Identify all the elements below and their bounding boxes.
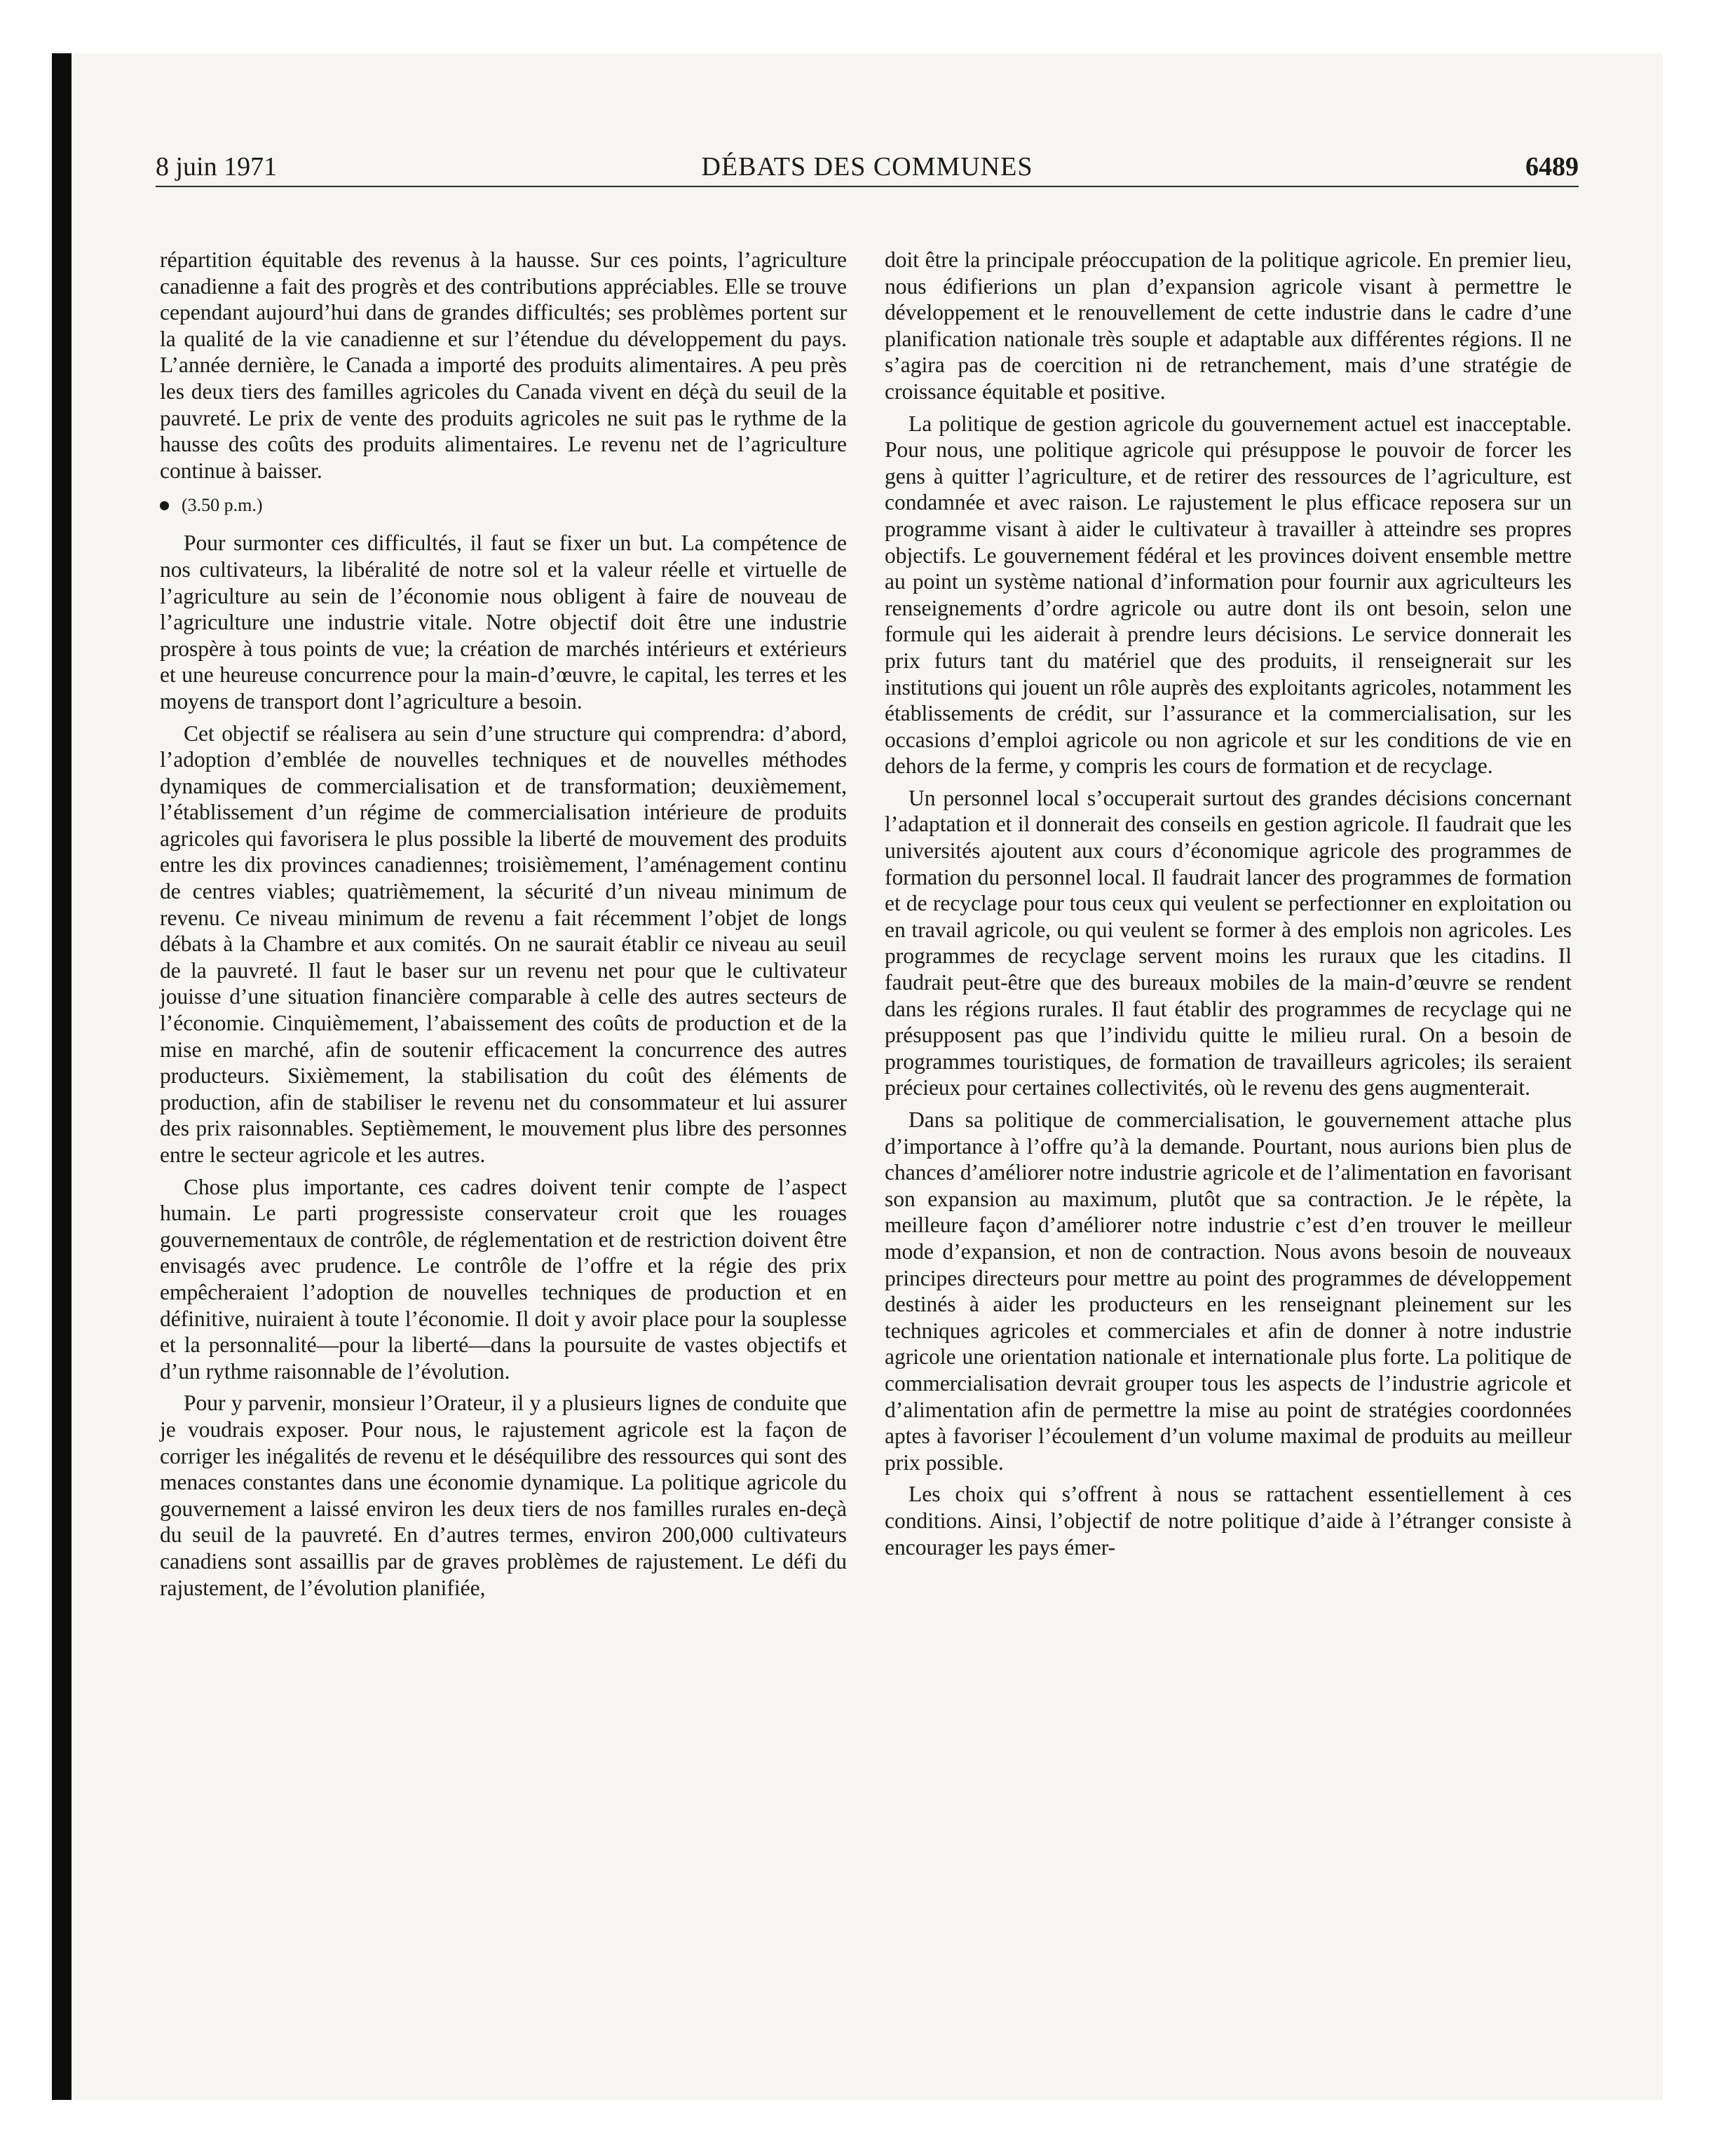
left-paragraph-1: répartition équitable des revenus à la hausse. Sur ces points, l’agriculture canadienne a fait des progrès et des contributions appréciables. Elle se trouve cependant aujourd’hui dans de grandes difficultés; ses problèmes portent sur la qualité de la vie canadienne et sur l’étendue du développement du pays. L’année dernière, le Canada a importé des produits alimentaires. A peu près les deux tiers des familles agricoles du Canada vivent en déçà du seuil de la pauvreté. Le prix de vente des produits agricoles ne suit pas le rythme de la hausse des coûts des produits alimentaires. Le revenu net de l’agriculture continue à baisser. (160, 247, 847, 483)
header-date: 8 juin 1971 (156, 152, 278, 182)
header-title: DÉBATS DES COMMUNES (701, 152, 1033, 182)
right-paragraph-5: Les choix qui s’offrent à nous se rattachent essentiellement à ces conditions. Ainsi, l’objectif de notre politique d’aide à l’étranger consiste à encourager les pays émer- (885, 1482, 1572, 1560)
right-paragraph-1: doit être la principale préoccupation de la politique agricole. En premier lieu, nous édifierions un plan d’expansion agricole visant à permettre le développement et le renouvellement de cette industrie dans le cadre d’une planification nationale très souple et adaptable aux différentes régions. Il ne s’agira pas de coercition ni de retranchement, mais d’une stratégie de croissance équitable et positive. (885, 247, 1572, 404)
left-column (160, 247, 847, 1601)
right-paragraph-4: Dans sa politique de commercialisation, le gouvernement attache plus d’importance à l’offre qu’à la demande. Pourtant, nous aurions bien plus de chances d’améliorer notre industrie agricole et de l’alimentation en favorisant son expansion au maximum, plutôt que sa contraction. Je le répète, la meilleure façon d’améliorer notre industrie c’est d’en trouver le meilleur mode d’expansion, et non de contraction. Nous avons besoin de nouveaux principes directeurs pour mettre au point des programmes de développement destinés à aider les producteurs en les renseignant pleinement sur les techniques agricoles et commerciales et afin de donner à notre industrie agricole une orientation nationale et internationale plus forte. La politique de commercialisation devrait grouper tous les aspects de l’industrie agricole et d’alimentation afin de permettre la mise au point de stratégies coordonnées aptes à favoriser l’écoulement d’un volume maximal de produits au meilleur prix possible. (885, 1107, 1572, 1475)
page-header (156, 151, 1579, 187)
left-paragraph-5: Pour y parvenir, monsieur l’Orateur, il y a plusieurs lignes de conduite que je voudrais exposer. Pour nous, le rajustement agricole est la façon de corriger les inégalités de revenu et le déséquilibre des ressources qui sont des menaces constantes dans une économie dynamique. La politique agricole du gouvernement a laissé environ les deux tiers de nos familles rurales en-deçà du seuil de la pauvreté. En d’autres termes, environ 200,000 cultivateurs canadiens sont assaillis par de graves problèmes de rajustement. Le défi du rajustement, de l’évolution planifiée, (160, 1391, 847, 1600)
left-paragraph-3: Cet objectif se réalisera au sein d’une structure qui comprendra: d’abord, l’adoption d’emblée de nouvelles techniques et de nouvelles méthodes dynamiques de commercialisation et de transformation; deuxièmement, l’établissement d’un régime de commercialisation intérieure de produits agricoles qui favorisera le plus possible la liberté de mouvement des produits entre les dix provinces canadiennes; troisièmement, l’aménagement continu de centres viables; quatrièmement, la sécurité d’un niveau minimum de revenu. Ce niveau minimum de revenu a fait récemment l’objet de longs débats à la Chambre et aux comités. On ne saurait établir ce niveau au seuil de la pauvreté. Il faut le baser sur un revenu net pour que le cultivateur jouisse d’une situation financière comparable à celle des autres secteurs de l’économie. Cinquièmement, l’abaissement des coûts de production et de la mise en marché, afin de soutenir efficacement la concurrence des autres producteurs. Sixièmement, la stabilisation du coût des éléments de production, afin de stabiliser le revenu net du consommateur et lui assurer des prix raisonnables. Septièmement, le mouvement plus libre des personnes entre le secteur agricole et les autres. (160, 721, 847, 1167)
left-paragraph-2: Pour surmonter ces difficultés, il faut se fixer un but. La compétence de nos cultivateurs, la libéralité de notre sol et la valeur réelle et virtuelle de l’agriculture au sein de l’économie nous obligent à faire de nouveau de l’agriculture une industrie vitale. Notre objectif doit être une industrie prospère à tous points de vue; la création de marchés intérieurs et extérieurs et une heureuse concurrence pour la main-d’œuvre, le capital, les terres et les moyens de transport dont l’agriculture a besoin. (160, 531, 847, 714)
time-marker (160, 495, 847, 516)
right-column (885, 247, 1572, 1560)
scan-edge (52, 53, 72, 2100)
header-page-number: 6489 (1525, 152, 1579, 182)
bullet-icon (160, 501, 169, 510)
left-paragraph-4: Chose plus importante, ces cadres doivent tenir compte de l’aspect humain. Le parti progressiste conservateur croit que les rouages gouvernementaux de contrôle, de réglementation et de restriction doivent être envisagés avec prudence. Le contrôle de l’offre et la régie des prix empêcheraient l’adoption de nouvelles techniques de production et en définitive, nuiraient à toute l’économie. Il doit y avoir place pour la souplesse et la personnalité—pour la liberté—dans la poursuite de vastes objectifs et d’un rythme raisonnable de l’évolution. (160, 1174, 847, 1384)
right-paragraph-2: La politique de gestion agricole du gouvernement actuel est inacceptable. Pour nous, une politique agricole qui présuppose le pouvoir de forcer les gens à quitter l’agriculture, et de retirer des ressources de l’agriculture, est condamnée et avec raison. Le rajustement le plus efficace reposera sur un programme visant à aider le cultivateur à travailler à atteindre ses propres objectifs. Le gouvernement fédéral et les provinces doivent ensemble mettre au point un système national d’information pour fournir aux agriculteurs les renseignements d’ordre agricole ou autre dont ils ont besoin, selon une formule qui les aiderait à prendre leurs décisions. Le service donnerait les prix futurs tant du matériel que des produits, il renseignerait sur les institutions qui jouent un rôle auprès des exploitants agricoles, notamment les établissements de crédit, sur l’assurance et la commercialisation, sur les occasions d’emploi agricole ou non agricole et sur les conditions de vie en dehors de la ferme, y compris les cours de formation et de recyclage. (885, 411, 1572, 779)
right-paragraph-3: Un personnel local s’occuperait surtout des grandes décisions concernant l’adaptation et il donnerait des conseils en gestion agricole. Il faudrait que les universités ajoutent aux cours d’économique agricole des programmes de formation du personnel local. Il faudrait lancer des programmes de formation et de recyclage pour tous ceux qui veulent se perfectionner en exploitation ou en travail agricole, ou qui veulent se former à des emplois non agricoles. Les programmes de recyclage servent moins les ruraux que les citadins. Il faudrait peut-être que des bureaux mobiles de la main-d’œuvre se rendent dans les régions rurales. Il faut établir des programmes de recyclage qui ne présupposent pas que l’individu quitte le milieu rural. On a besoin de programmes touristiques, de formation de travailleurs agricoles; ils seraient précieux pour certaines collectivités, où le revenu des gens augmenterait. (885, 785, 1572, 1100)
time-marker-text: (3.50 p.m.) (182, 495, 263, 516)
